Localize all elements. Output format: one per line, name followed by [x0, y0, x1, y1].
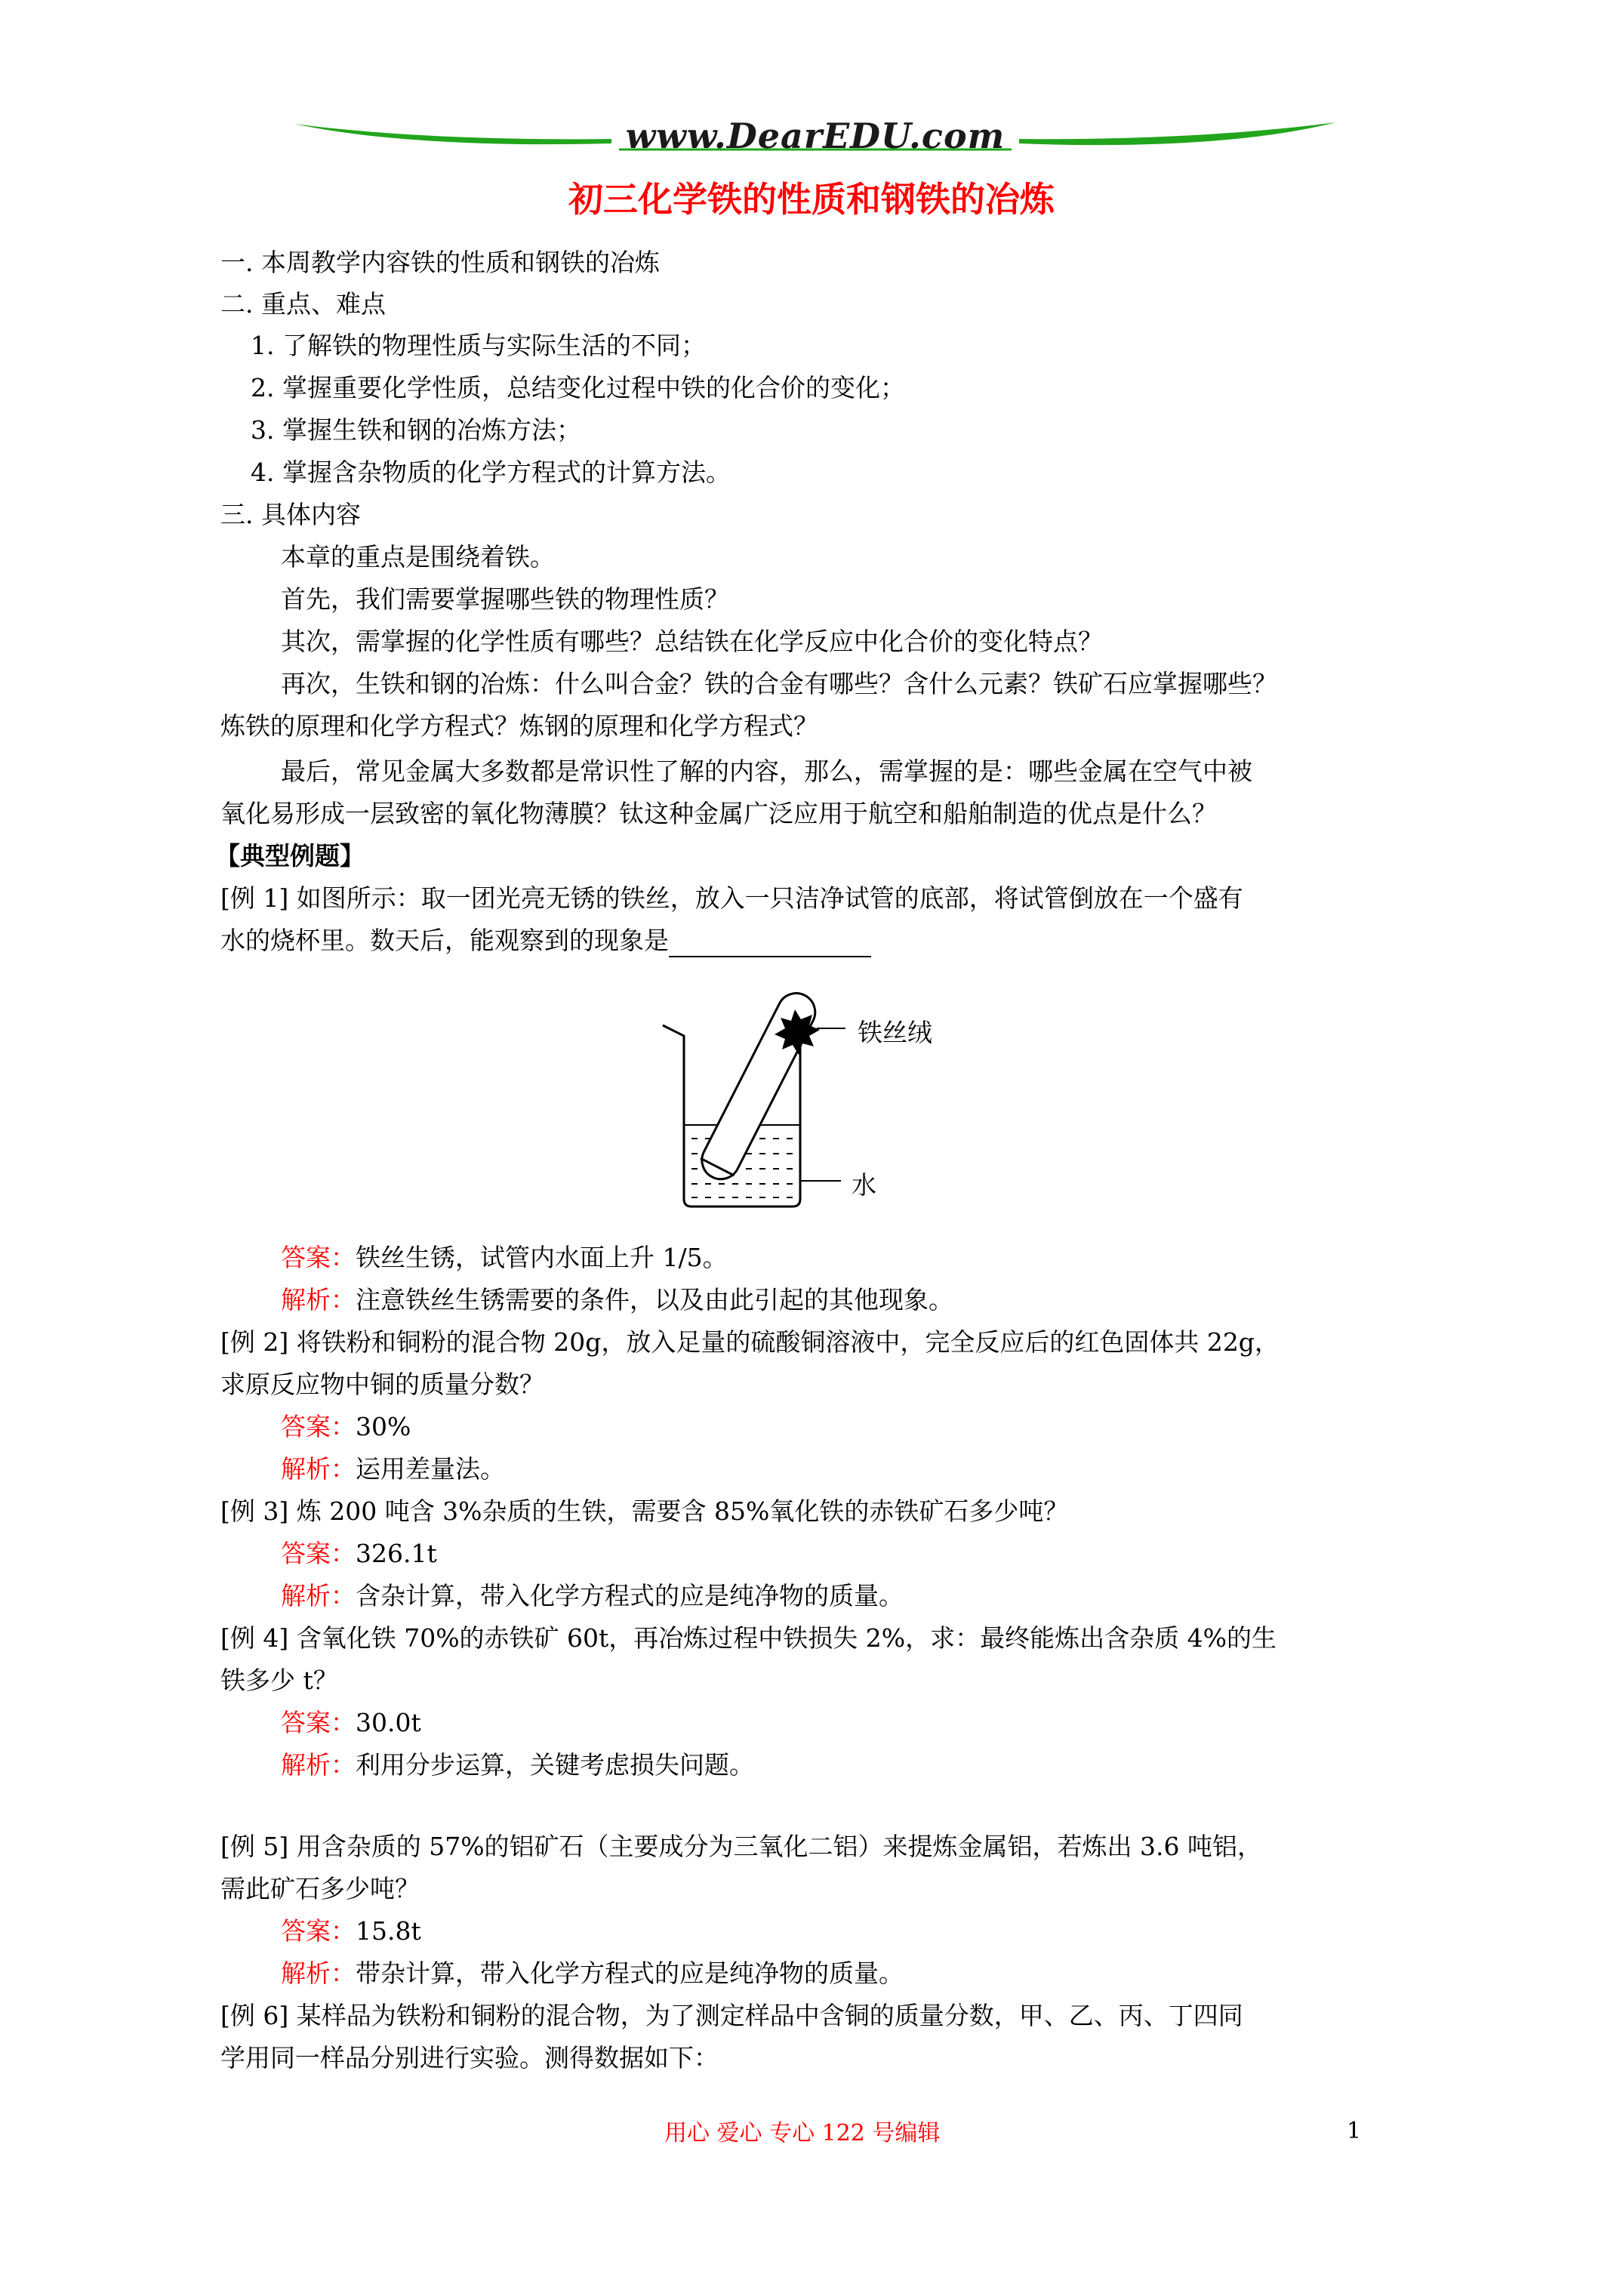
- paragraph: 氧化易形成一层致密的氧化物薄膜？钛这种金属广泛应用于航空和船舶制造的优点是什么？: [220, 799, 1217, 828]
- analysis-line: [281, 1284, 953, 1317]
- question-text: 学用同一样品分别进行实验。测得数据如下：: [220, 2043, 719, 2073]
- paragraph: 其次，需掌握的化学性质有哪些？总结铁在化学反应中化合价的变化特点？: [281, 627, 1103, 656]
- list-item: 4. 掌握含杂物质的化学方程式的计算方法。: [251, 458, 731, 487]
- answer-label: 答案：: [281, 1243, 356, 1272]
- examples-heading: 【典型例题】: [215, 841, 365, 871]
- section-heading: 三. 具体内容: [220, 500, 361, 529]
- analysis-text: 运用差量法。: [356, 1454, 505, 1484]
- beaker-figure: [648, 983, 980, 1225]
- analysis-line: [281, 1579, 904, 1613]
- answer-line: [281, 1410, 411, 1444]
- answer-label: 答案：: [281, 1412, 356, 1441]
- analysis-text: 注意铁丝生锈需要的条件，以及由此引起的其他现象。: [356, 1285, 953, 1314]
- footer-text: 用心 爱心 专心 122 号编辑: [664, 2120, 941, 2147]
- site-name: www.DearEDU.com: [625, 116, 1006, 156]
- analysis-label: 解析：: [281, 1581, 356, 1610]
- answer-label: 答案：: [281, 1539, 356, 1568]
- analysis-label: 解析：: [281, 1454, 356, 1484]
- question-text: [例 2] 将铁粉和铜粉的混合物 20g，放入足量的硫酸铜溶液中，完全反应后的红色固体共 22g，: [220, 1327, 1280, 1357]
- answer-label: 答案：: [281, 1708, 356, 1737]
- analysis-line: [281, 1453, 505, 1486]
- section-heading: 二. 重点、难点: [220, 289, 386, 319]
- list-item: 2. 掌握重要化学性质，总结变化过程中铁的化合价的变化；: [251, 373, 905, 402]
- question-text: [例 6] 某样品为铁粉和铜粉的混合物，为了测定样品中含铜的质量分数，甲、乙、丙、丁四同: [220, 2001, 1243, 2030]
- answer-line: [281, 1915, 421, 1948]
- answer-text: 铁丝生锈，试管内水面上升 1/5。: [356, 1243, 728, 1272]
- question-text: 铁多少 t？: [220, 1666, 338, 1695]
- answer-line: [281, 1241, 728, 1274]
- water-label: 水: [852, 1170, 876, 1200]
- analysis-text: 含杂计算，带入化学方程式的应是纯净物的质量。: [356, 1581, 904, 1610]
- analysis-line: [281, 1749, 754, 1782]
- answer-text: 326.1t: [356, 1539, 437, 1568]
- paragraph: 本章的重点是围绕着铁。: [281, 542, 555, 572]
- question-text: [例 5] 用含杂质的 57%的铝矿石（主要成分为三氧化二铝）来提炼金属铝，若炼出 3.6 吨铝，: [220, 1832, 1263, 1861]
- iron-wool-label: 铁丝绒: [858, 1018, 932, 1047]
- paragraph: 再次，生铁和钢的冶炼：什么叫合金？铁的合金有哪些？含什么元素？铁矿石应掌握哪些？: [281, 669, 1277, 698]
- question-text: [例 3] 炼 200 吨含 3%杂质的生铁，需要含 85%氧化铁的赤铁矿石多少吨？: [220, 1496, 1069, 1526]
- page-number: 1: [1347, 2118, 1362, 2144]
- site-banner: [294, 113, 1336, 159]
- paragraph: 最后，常见金属大多数都是常识性了解的内容，那么，需掌握的是：哪些金属在空气中被: [281, 757, 1252, 786]
- question-text: 求原反应物中铜的质量分数？: [220, 1370, 544, 1399]
- question-text: [例 4] 含氧化铁 70%的赤铁矿 60t，再冶炼过程中铁损失 2%，求：最终能炼出含杂质 4%的生: [220, 1623, 1277, 1653]
- test-tube: [695, 987, 821, 1185]
- page-title: 初三化学铁的性质和钢铁的冶炼: [568, 179, 1055, 220]
- answer-line: [281, 1706, 421, 1740]
- answer-text: 30.0t: [356, 1708, 421, 1737]
- section-heading: 一. 本周教学内容铁的性质和钢铁的冶炼: [220, 248, 660, 277]
- question-text: [例 1] 如图所示：取一团光亮无锈的铁丝，放入一只洁净试管的底部，将试管倒放在一个盛有: [220, 883, 1243, 913]
- answer-text: 30%: [356, 1412, 411, 1441]
- answer-text: 15.8t: [356, 1916, 421, 1946]
- question-text: 水的烧杯里。数天后，能观察到的现象是: [220, 924, 871, 957]
- paragraph: 首先，我们需要掌握哪些铁的物理性质？: [281, 584, 729, 614]
- paragraph: 炼铁的原理和化学方程式？炼钢的原理和化学方程式？: [220, 711, 818, 741]
- list-item: 1. 了解铁的物理性质与实际生活的不同；: [251, 331, 706, 360]
- answer-line: [281, 1537, 437, 1570]
- analysis-line: [281, 1957, 904, 1990]
- analysis-text: 带杂计算，带入化学方程式的应是纯净物的质量。: [356, 1959, 904, 1988]
- analysis-text: 利用分步运算，关键考虑损失问题。: [356, 1750, 754, 1780]
- question-text: 需此矿石多少吨？: [220, 1874, 420, 1903]
- list-item: 3. 掌握生铁和钢的冶炼方法；: [251, 415, 581, 445]
- answer-label: 答案：: [281, 1916, 356, 1946]
- analysis-label: 解析：: [281, 1750, 356, 1780]
- analysis-label: 解析：: [281, 1959, 356, 1988]
- answer-blank: [669, 933, 871, 957]
- analysis-label: 解析：: [281, 1285, 356, 1314]
